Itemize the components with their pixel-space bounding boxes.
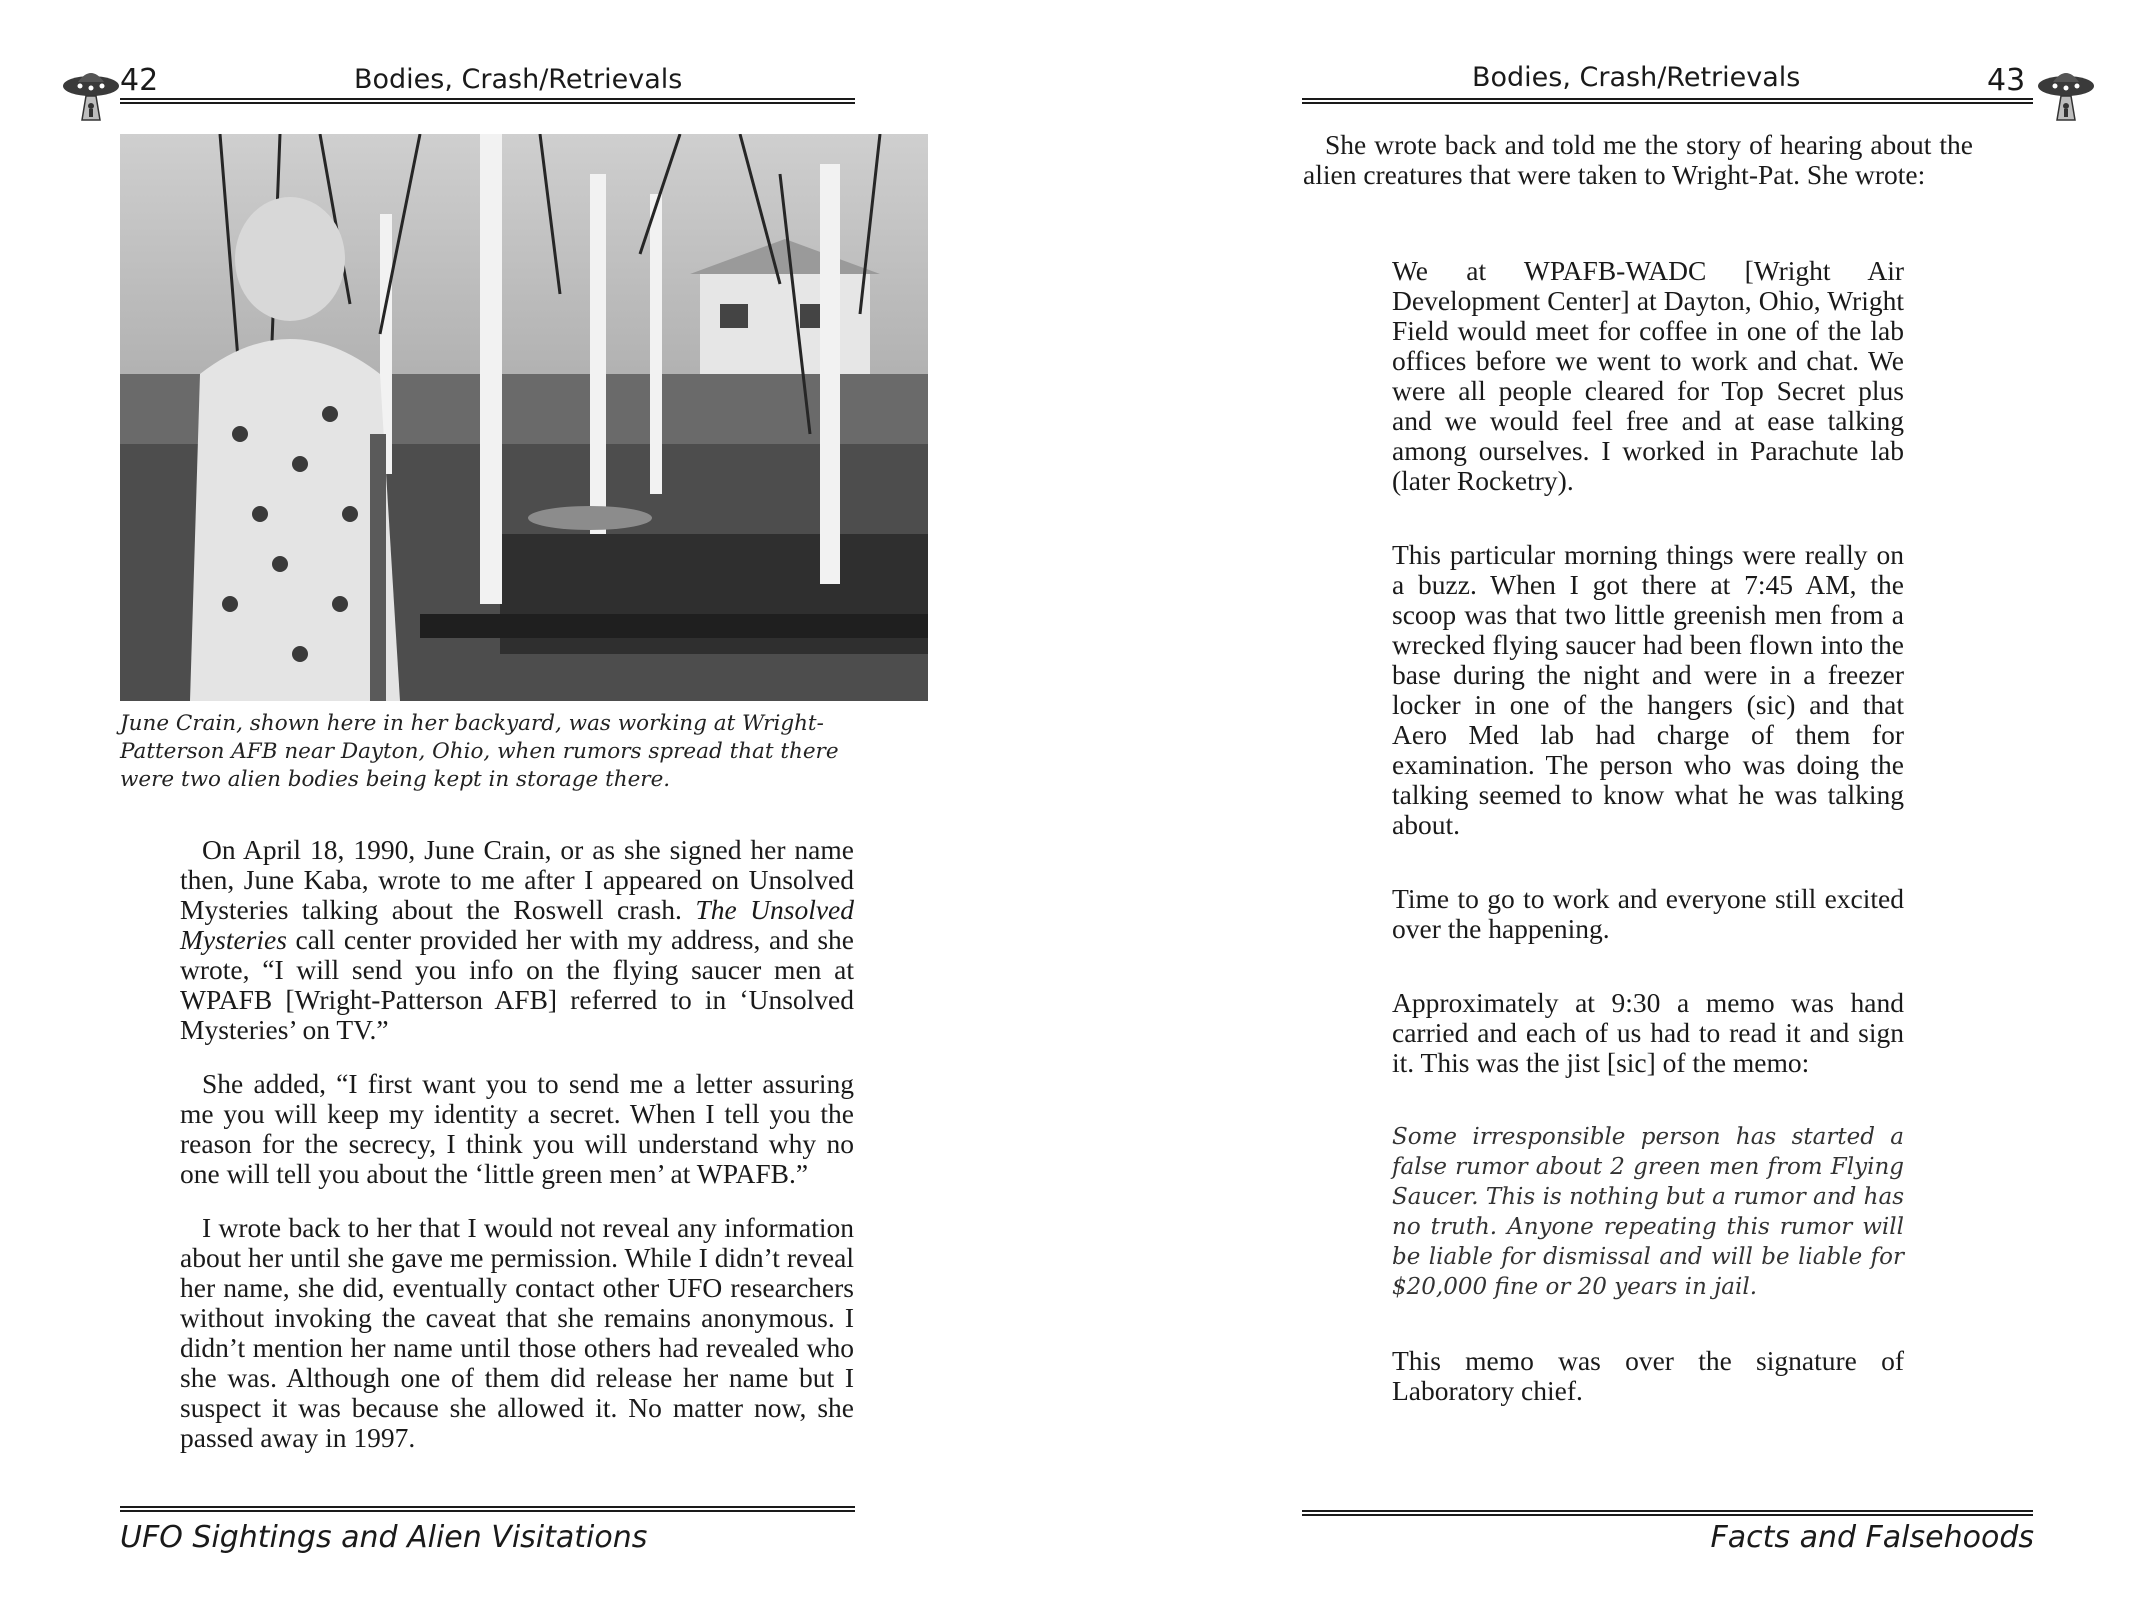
footer-rule [1302, 1510, 2033, 1516]
body-paragraph: She added, “I first want you to send me a letter assuring me you will keep my identity a secret. When I tell you the reason for the secrecy, I think you will understand why no one will tell you about the ‘little green men’ at WPAFB.” [180, 1068, 854, 1189]
left-page [0, 0, 1066, 1600]
footer-book-title: Facts and Falsehoods [1710, 1520, 2034, 1555]
footer-book-title: UFO Sightings and Alien Visitations [120, 1520, 648, 1555]
intro-paragraph: She wrote back and told me the story of hearing about the alien creatures that were taken to Wright-Pat. She wrote: [1303, 129, 1973, 190]
letter-quote [1392, 256, 1904, 1450]
header-rule [120, 98, 855, 104]
intro-text [1303, 130, 1973, 190]
quote-paragraph: Approximately at 9:30 a memo was hand carried and each of us had to read it and sign it. This was the jist [sic] of the memo: [1392, 987, 1904, 1078]
left-body-text [180, 835, 854, 1477]
running-head: Bodies, Crash/Retrievals [1472, 62, 1801, 93]
right-page [1066, 0, 2133, 1600]
running-head: Bodies, Crash/Retrievals [354, 64, 683, 95]
footer-rule [120, 1506, 855, 1512]
quote-paragraph: We at WPAFB-WADC [Wright Air Development Center] at Dayton, Ohio, Wright Field would meet for coffee in one of the lab offices before we went to work and chat. We were all people cleared for Top Secret plus and we would feel free and at ease talking among ourselves. I worked in Parachute lab (later Rocketry). [1392, 255, 1904, 496]
photo-caption: June Crain, shown here in her backyard, was working at Wright-Patterson AFB near Dayton, Ohio, when rumors spread that there were two alien bodies being kept in storage there. [120, 711, 839, 792]
body-paragraph: On April 18, 1990, June Crain, or as she signed her name then, June Kaba, wrote to me after I appeared on Unsolved Mysteries talking about the Roswell crash. The Unsolved Mysteries call center provided her with my address, and she wrote, “I will send you info on the flying saucer men at WPAFB [Wright-Patterson AFB] referred to in ‘Unsolved Mysteries’ on TV.” [180, 834, 854, 1045]
ufo-saucer-icon [2033, 62, 2099, 128]
page-number: 43 [1987, 63, 2026, 98]
quote-paragraph: This particular morning things were really on a buzz. When I got there at 7:45 AM, the scoop was that two little greenish men from a wrecked flying saucer had been flown into the base during the night and were in a freezer locker in one of the hangers (sic) and that Aero Med lab had charge of them for examination. The person who was doing the talking seemed to know what he was talking about. [1392, 539, 1904, 840]
page-number: 42 [120, 63, 159, 98]
backyard-photo [120, 134, 928, 701]
header-rule [1302, 98, 2033, 104]
body-paragraph: I wrote back to her that I would not reveal any information about her until she gave me permission. While I didn’t reveal her name, she did, eventually contact other UFO researchers without invoking the caveat that she remains anonymous. I didn’t mention her name until those others had revealed who she was. Although one of them did release her name but I suspect it was because she allowed it. No matter now, she passed away in 1997. [180, 1212, 854, 1453]
ufo-saucer-icon [58, 62, 124, 128]
quote-paragraph: Time to go to work and everyone still excited over the happening. [1392, 883, 1904, 944]
memo-text: Some irresponsible person has started a false rumor about 2 green men from Flying Saucer. This is nothing but a rumor and has no truth. Anyone repeating this rumor will be liable for dismissal and will be liable for $20,000 fine or 20 years in jail. [1392, 1124, 1904, 1300]
closing-paragraph: This memo was over the signature of Laboratory chief. [1392, 1345, 1904, 1406]
